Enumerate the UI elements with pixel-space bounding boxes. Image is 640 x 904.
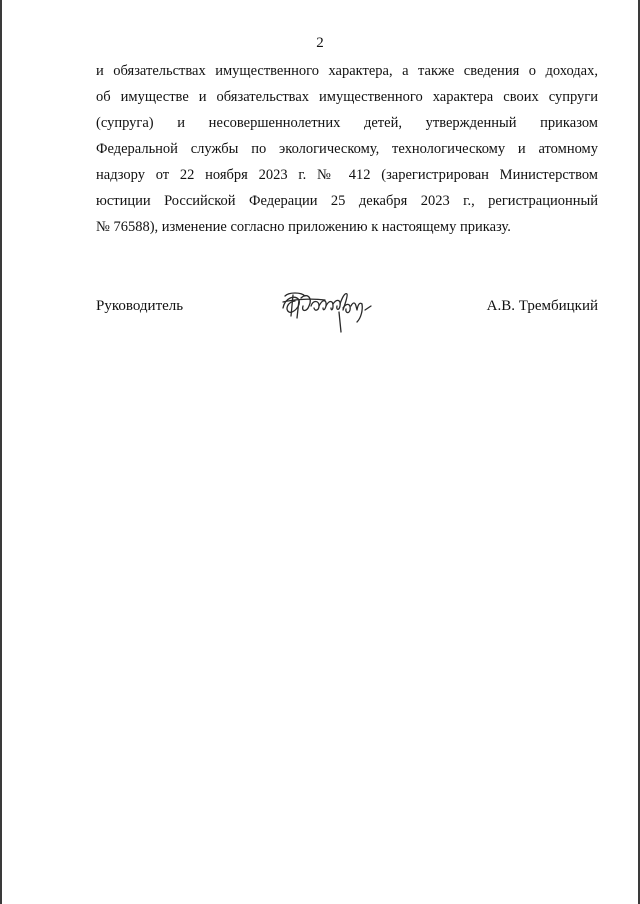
body-line: и обязательствах имущественного характера, а также сведения о доходах, — [96, 63, 598, 79]
signatory-name: А.В. Трембицкий — [486, 298, 598, 314]
body-line: об имуществе и обязательствах имущественного характера своих супруги — [96, 89, 598, 105]
page-number: 2 — [316, 35, 324, 51]
signatory-position: Руководитель — [96, 298, 184, 314]
body-line: № 76588), изменение согласно приложению к настоящему приказу. — [96, 219, 511, 235]
handwritten-signature — [279, 288, 379, 340]
body-line: надзору от 22 ноября 2023 г. № 412 (зарегистрирован Министерством — [96, 167, 598, 183]
body-line: Федеральной службы по экологическому, технологическому и атомному — [96, 141, 598, 157]
body-line: юстиции Российской Федерации 25 декабря 2023 г., регистрационный — [96, 193, 598, 209]
signature-block — [96, 288, 598, 348]
body-text — [96, 58, 598, 240]
body-line: (супруга) и несовершеннолетних детей, утвержденный приказом — [96, 115, 598, 131]
